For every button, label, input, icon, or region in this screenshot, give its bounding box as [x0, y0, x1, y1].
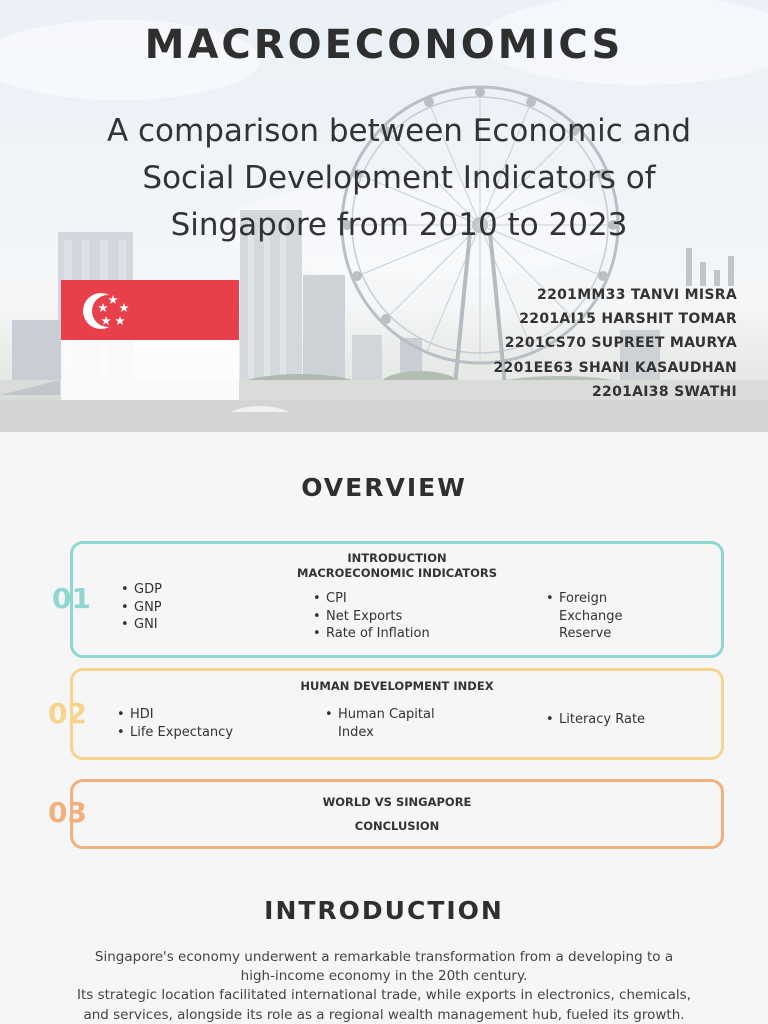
introduction-paragraph — [40, 948, 728, 1024]
subtitle-line: A comparison between Economic and — [106, 113, 692, 149]
flag-white-band — [61, 340, 239, 400]
list-item: • HDI — [117, 706, 233, 724]
page-subtitle — [44, 108, 754, 249]
card-title-line: INTRODUCTION — [347, 551, 447, 565]
list-item: • Literacy Rate — [546, 711, 645, 729]
bullet-list — [121, 581, 162, 634]
card-title — [70, 679, 724, 694]
bullet-list — [325, 706, 455, 741]
author-entry: 2201MM33 TANVI MISRA — [537, 287, 737, 303]
intro-line: Its strategic location facilitated international trade, while exports in electronics, chemicals, — [77, 987, 691, 1004]
subtitle-line: Social Development Indicators of — [142, 160, 656, 196]
bullet-list — [313, 590, 430, 643]
list-item: • Rate of Inflation — [313, 625, 430, 643]
list-item: • GDP — [121, 581, 162, 599]
section-number: 01 — [52, 582, 91, 615]
bullet-list — [117, 706, 233, 741]
author-entry: 2201EE63 SHANI KASAUDHAN — [493, 359, 737, 376]
card-title-line: HUMAN DEVELOPMENT INDEX — [300, 679, 494, 693]
list-item: • Foreign Exchange Reserve — [546, 590, 646, 643]
card-title — [70, 790, 724, 838]
card-title-line: MACROECONOMIC INDICATORS — [297, 566, 497, 580]
card-title-line: WORLD VS SINGAPORE — [322, 795, 472, 809]
intro-line: high-income economy in the 20th century. — [240, 968, 528, 985]
list-item: • Net Exports — [313, 608, 430, 626]
intro-line: and services, alongside its role as a regional wealth management hub, fueled its growth. — [83, 1006, 685, 1023]
author-entry: 2201CS70 SUPREET MAURYA — [504, 335, 737, 352]
bullet-list — [546, 590, 646, 643]
singapore-flag-icon — [61, 280, 239, 400]
section-number: 02 — [48, 697, 87, 730]
card-title — [70, 551, 724, 581]
author-entry: 2201AI15 HARSHIT TOMAR — [519, 311, 737, 328]
subtitle-line: Singapore from 2010 to 2023 — [170, 207, 628, 243]
overview-heading: OVERVIEW — [301, 473, 467, 502]
bullet-list — [546, 711, 645, 729]
introduction-heading: INTRODUCTION — [264, 896, 504, 925]
crescent-stars-icon — [77, 286, 133, 336]
hero-banner — [0, 0, 768, 432]
card-title-line: CONCLUSION — [354, 819, 440, 833]
section-number: 03 — [48, 796, 87, 829]
author-entry: 2201AI38 SWATHI — [592, 383, 737, 400]
list-item: • GNI — [121, 616, 162, 634]
list-item: • Life Expectancy — [117, 724, 233, 742]
intro-line: Singapore's economy underwent a remarkable transformation from a developing to a — [94, 949, 674, 965]
author-list — [493, 283, 737, 404]
list-item: • GNP — [121, 599, 162, 617]
list-item: • CPI — [313, 590, 430, 608]
page-title: MACROECONOMICS — [144, 22, 624, 68]
list-item: • Human Capital Index — [325, 706, 455, 741]
